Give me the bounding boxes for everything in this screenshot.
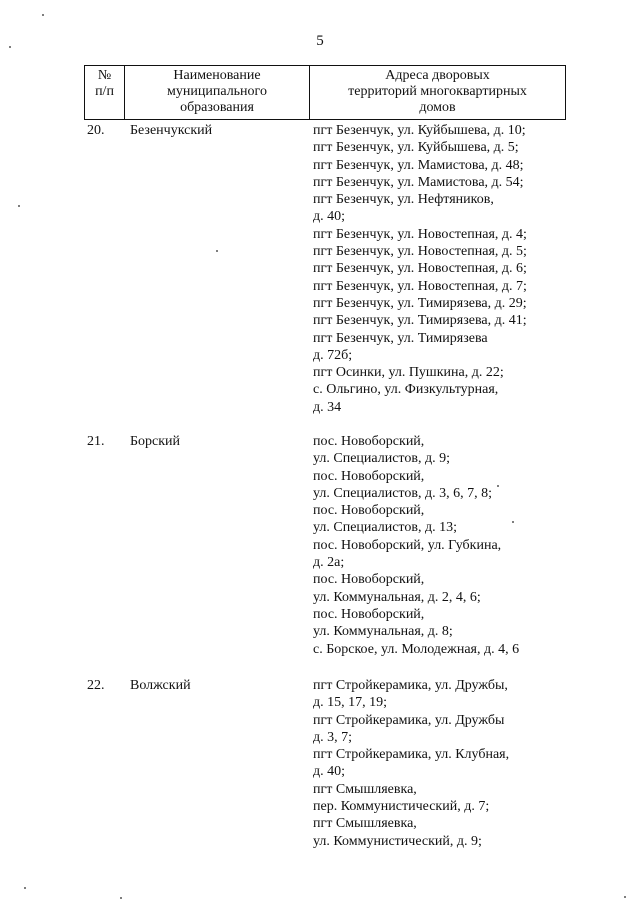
header-number-line: № (97, 68, 112, 83)
address-line: пгт Смышляевка, (313, 781, 417, 797)
address-list (313, 677, 573, 850)
address-line: д. 3, 7; (313, 729, 353, 745)
header-municipality-column (125, 68, 309, 116)
address-line: ул. Специалистов, д. 9; (313, 451, 450, 467)
address-line: ул. Специалистов, д. 3, 6, 7, 8; (313, 485, 492, 501)
header-address-line: территорий многоквартирных (348, 84, 527, 99)
address-line: пгт Стройкерамика, ул. Клубная, (313, 747, 510, 763)
address-line: пгт Смышляевка, (313, 816, 417, 832)
header-municipality-line: образования (180, 100, 254, 115)
address-line: пос. Новоборский, (313, 503, 425, 519)
address-line: с. Борское, ул. Молодежная, д. 4, 6 (313, 641, 520, 657)
municipality-name: Борский (130, 434, 181, 449)
address-line: пос. Новоборский, ул. Губкина, (313, 537, 502, 553)
address-line: ул. Специалистов, д. 13; (313, 520, 457, 536)
address-line: ул. Коммунальная, д. 8; (313, 624, 453, 640)
address-line: пгт Стройкерамика, ул. Дружбы, (313, 678, 508, 693)
scan-speck (216, 250, 218, 252)
address-line: пгт Безенчук, ул. Новостепная, д. 4; (313, 226, 527, 242)
table-header (84, 65, 566, 120)
address-line: пос. Новоборский, (313, 572, 425, 588)
header-number-line: п/п (95, 84, 114, 99)
row-number: 22. (87, 678, 105, 693)
header-address-line: Адреса дворовых (385, 68, 490, 83)
address-line: д. 34 (313, 399, 342, 415)
address-list (313, 433, 573, 658)
address-line: пгт Безенчук, ул. Тимирязева (313, 330, 488, 346)
header-top-border (84, 65, 566, 66)
scan-speck (512, 521, 514, 523)
address-line: пгт Безенчук, ул. Мамистова, д. 48; (313, 157, 524, 173)
scan-speck (24, 887, 26, 889)
address-line: пгт Стройкерамика, ул. Дружбы (313, 712, 505, 728)
scan-speck (9, 46, 11, 48)
address-line: д. 40; (313, 209, 346, 225)
scan-speck (120, 897, 122, 899)
scan-speck (42, 14, 44, 16)
header-bottom-border (84, 119, 566, 120)
address-line: пер. Коммунистический, д. 7; (313, 799, 490, 815)
address-line: д. 15, 17, 19; (313, 695, 388, 711)
address-line: пгт Безенчук, ул. Новостепная, д. 5; (313, 244, 527, 260)
scan-speck (18, 205, 20, 207)
scan-speck (497, 485, 499, 487)
address-line: с. Ольгино, ул. Физкультурная, (313, 382, 499, 398)
header-municipality-line: Наименование (173, 68, 261, 83)
address-line: пгт Безенчук, ул. Тимирязева, д. 29; (313, 295, 527, 311)
address-line: пгт Безенчук, ул. Новостепная, д. 6; (313, 261, 527, 277)
address-line: ул. Коммунальная, д. 2, 4, 6; (313, 589, 481, 605)
address-line: пгт Безенчук, ул. Мамистова, д. 54; (313, 174, 524, 190)
address-line: пгт Безенчук, ул. Новостепная, д. 7; (313, 278, 527, 294)
row-number: 21. (87, 434, 105, 449)
address-line: ул. Коммунистический, д. 9; (313, 833, 482, 849)
address-line: пгт Безенчук, ул. Тимирязева, д. 41; (313, 313, 527, 329)
scan-speck (624, 896, 626, 898)
municipality-name: Волжский (130, 678, 191, 693)
address-line: пгт Безенчук, ул. Куйбышева, д. 10; (313, 123, 526, 138)
address-line: пос. Новоборский, (313, 468, 425, 484)
header-address-column (310, 68, 565, 116)
municipality-name: Безенчукский (130, 123, 213, 138)
address-line: пгт Осинки, ул. Пушкина, д. 22; (313, 365, 504, 381)
header-municipality-line: муниципального (167, 84, 267, 99)
header-divider (565, 65, 566, 120)
address-line: д. 72б; (313, 347, 353, 363)
address-line: д. 2а; (313, 555, 345, 571)
address-line: пос. Новоборский, (313, 434, 425, 449)
address-line: пгт Безенчук, ул. Нефтяников, (313, 192, 494, 208)
row-number: 20. (87, 123, 105, 138)
address-line: д. 40; (313, 764, 346, 780)
page-number: 5 (316, 33, 324, 49)
address-line: пгт Безенчук, ул. Куйбышева, д. 5; (313, 140, 519, 156)
header-address-line: домов (419, 100, 456, 115)
address-line: пос. Новоборский, (313, 606, 425, 622)
address-list (313, 122, 573, 416)
header-number-column (85, 68, 124, 100)
